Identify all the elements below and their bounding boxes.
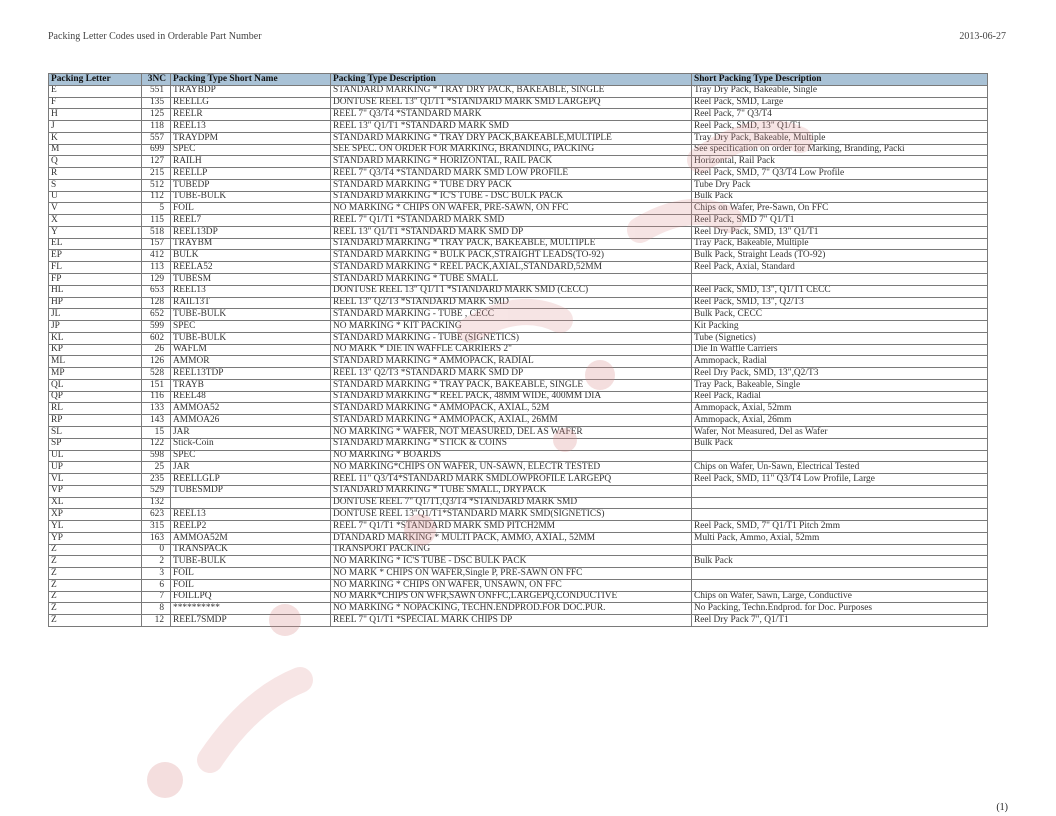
- table-row: [49, 462, 988, 474]
- short-description-cell: Die In Waffle Carriers: [692, 344, 988, 356]
- short-description-cell: Reel Pack, SMD 7" Q1/T1: [692, 215, 988, 227]
- short-description-cell: Reel Pack, SMD, 7" Q3/T4 Low Profile: [692, 168, 988, 180]
- 3nc-cell: 315: [142, 521, 171, 533]
- 3nc-cell: 652: [142, 309, 171, 321]
- description-cell: STANDARD MARKING * REEL PACK,AXIAL,STANDARD,52MM: [331, 262, 692, 274]
- short-name-cell: Stick-Coin: [171, 438, 331, 450]
- short-name-cell: **********: [171, 603, 331, 615]
- short-name-cell: TUBESMDP: [171, 485, 331, 497]
- packing-letter-cell: H: [49, 109, 142, 121]
- short-name-cell: REEL48: [171, 391, 331, 403]
- short-description-cell: [692, 579, 988, 591]
- short-description-cell: Reel Pack, SMD, 13", Q2/T3: [692, 297, 988, 309]
- 3nc-cell: 127: [142, 156, 171, 168]
- table-row: [49, 591, 988, 603]
- packing-letter-cell: E: [49, 85, 142, 97]
- short-description-cell: Reel Dry Pack, SMD, 13",Q2/T3: [692, 368, 988, 380]
- packing-letter-cell: Z: [49, 556, 142, 568]
- short-name-cell: AMMOR: [171, 356, 331, 368]
- short-description-cell: Bulk Pack: [692, 191, 988, 203]
- table-row: [49, 544, 988, 556]
- short-description-cell: Ammopack, Axial, 26mm: [692, 415, 988, 427]
- short-name-cell: REEL13DP: [171, 226, 331, 238]
- description-cell: DTANDARD MARKING * MULTI PACK, AMMO, AXIAL, 52MM: [331, 532, 692, 544]
- short-name-cell: REEL13: [171, 121, 331, 133]
- 3nc-cell: 602: [142, 332, 171, 344]
- column-header-packing-letter: Packing Letter: [49, 74, 142, 86]
- packing-letter-cell: UP: [49, 462, 142, 474]
- table-row: [49, 309, 988, 321]
- description-cell: NO MARKING * CHIPS ON WAFER, UNSAWN, ON FFC: [331, 579, 692, 591]
- packing-letter-cell: QL: [49, 379, 142, 391]
- 3nc-cell: 8: [142, 603, 171, 615]
- table-row: [49, 344, 988, 356]
- description-cell: NO MARKING * CHIPS ON WAFER, PRE-SAWN, ON FFC: [331, 203, 692, 215]
- table-row: [49, 403, 988, 415]
- short-description-cell: Reel Pack, SMD, 11" Q3/T4 Low Profile, Large: [692, 474, 988, 486]
- table-row: [49, 285, 988, 297]
- short-description-cell: Reel Pack, Radial: [692, 391, 988, 403]
- description-cell: STANDARD MARKING * REEL PACK, 48MM WIDE, 400MM DIA: [331, 391, 692, 403]
- table-row: [49, 474, 988, 486]
- table-row: [49, 121, 988, 133]
- 3nc-cell: 12: [142, 615, 171, 627]
- packing-letter-cell: S: [49, 179, 142, 191]
- packing-letter-cell: Q: [49, 156, 142, 168]
- short-description-cell: [692, 568, 988, 580]
- packing-letter-cell: U: [49, 191, 142, 203]
- table-row: [49, 415, 988, 427]
- 3nc-cell: 412: [142, 250, 171, 262]
- 3nc-cell: 116: [142, 391, 171, 403]
- description-cell: STANDARD MARKING * TRAY DRY PACK,BAKEABLE,MULTIPLE: [331, 132, 692, 144]
- short-description-cell: Ammopack, Radial: [692, 356, 988, 368]
- short-description-cell: Reel Pack, 7" Q3/T4: [692, 109, 988, 121]
- short-name-cell: TRAYBM: [171, 238, 331, 250]
- packing-letter-cell: J: [49, 121, 142, 133]
- description-cell: REEL 13" Q1/T1 *STANDARD MARK SMD DP: [331, 226, 692, 238]
- table-row: [49, 426, 988, 438]
- 3nc-cell: 113: [142, 262, 171, 274]
- short-description-cell: Tube (Signetics): [692, 332, 988, 344]
- packing-letter-cell: ML: [49, 356, 142, 368]
- description-cell: STANDARD MARKING * TRAY PACK, BAKEABLE, SINGLE: [331, 379, 692, 391]
- short-name-cell: REEL13: [171, 285, 331, 297]
- table-row: [49, 156, 988, 168]
- packing-letter-cell: XP: [49, 509, 142, 521]
- description-cell: DONTUSE REEL 7" Q1/T1,Q3/T4 *STANDARD MARK SMD: [331, 497, 692, 509]
- 3nc-cell: 557: [142, 132, 171, 144]
- short-description-cell: Bulk Pack: [692, 556, 988, 568]
- 3nc-cell: 528: [142, 368, 171, 380]
- document-date: 2013-06-27: [959, 31, 1006, 42]
- description-cell: REEL 7" Q1/T1 *STANDARD MARK SMD PITCH2MM: [331, 521, 692, 533]
- short-description-cell: Reel Dry Pack, SMD, 13" Q1/T1: [692, 226, 988, 238]
- table-row: [49, 226, 988, 238]
- packing-letter-cell: Z: [49, 591, 142, 603]
- short-name-cell: TRANSPACK: [171, 544, 331, 556]
- table-row: [49, 215, 988, 227]
- short-description-cell: Reel Pack, SMD, 13", Q1/T1 CECC: [692, 285, 988, 297]
- packing-letter-cell: Z: [49, 603, 142, 615]
- description-cell: DONTUSE REEL 13" Q1/T1 *STANDARD MARK SMD LARGEPQ: [331, 97, 692, 109]
- 3nc-cell: 143: [142, 415, 171, 427]
- packing-letter-cell: R: [49, 168, 142, 180]
- short-description-cell: Tray Pack, Bakeable, Multiple: [692, 238, 988, 250]
- short-name-cell: TUBE-BULK: [171, 556, 331, 568]
- packing-letter-cell: SL: [49, 426, 142, 438]
- 3nc-cell: 133: [142, 403, 171, 415]
- 3nc-cell: 699: [142, 144, 171, 156]
- 3nc-cell: 25: [142, 462, 171, 474]
- short-name-cell: REEL7SMDP: [171, 615, 331, 627]
- description-cell: STANDARD MARKING * BULK PACK,STRAIGHT LEADS(TO-92): [331, 250, 692, 262]
- short-name-cell: SPEC: [171, 144, 331, 156]
- packing-letter-cell: MP: [49, 368, 142, 380]
- description-cell: STANDARD MARKING - TUBE (SIGNETICS): [331, 332, 692, 344]
- packing-letter-cell: YL: [49, 521, 142, 533]
- description-cell: STANDARD MARKING * TRAY DRY PACK, BAKEABLE, SINGLE: [331, 85, 692, 97]
- short-name-cell: TUBE-BULK: [171, 309, 331, 321]
- packing-letter-cell: FP: [49, 274, 142, 286]
- table-row: [49, 109, 988, 121]
- short-name-cell: BULK: [171, 250, 331, 262]
- short-name-cell: RAIL13T: [171, 297, 331, 309]
- short-description-cell: [692, 450, 988, 462]
- table-row: [49, 509, 988, 521]
- description-cell: STANDARD MARKING * TRAY PACK, BAKEABLE, MULTIPLE: [331, 238, 692, 250]
- description-cell: REEL 13" Q2/T3 *STANDARD MARK SMD DP: [331, 368, 692, 380]
- table-row: [49, 262, 988, 274]
- description-cell: NO MARKING*CHIPS ON WAFER, UN-SAWN, ELECTR TESTED: [331, 462, 692, 474]
- packing-letter-cell: Z: [49, 579, 142, 591]
- description-cell: NO MARKING * WAFER, NOT MEASURED, DEL AS WAFER: [331, 426, 692, 438]
- short-description-cell: [692, 544, 988, 556]
- table-row: [49, 556, 988, 568]
- short-description-cell: Tube Dry Pack: [692, 179, 988, 191]
- short-description-cell: Reel Pack, SMD, 13" Q1/T1: [692, 121, 988, 133]
- description-cell: STANDARD MARKING * HORIZONTAL, RAIL PACK: [331, 156, 692, 168]
- short-name-cell: FOIL: [171, 203, 331, 215]
- 3nc-cell: 3: [142, 568, 171, 580]
- short-name-cell: REELLP: [171, 168, 331, 180]
- table-row: [49, 379, 988, 391]
- 3nc-cell: 128: [142, 297, 171, 309]
- packing-letter-cell: HL: [49, 285, 142, 297]
- short-description-cell: Bulk Pack, CECC: [692, 309, 988, 321]
- table-row: [49, 321, 988, 333]
- 3nc-cell: 653: [142, 285, 171, 297]
- description-cell: REEL 7" Q3/T4 *STANDARD MARK SMD LOW PROFILE: [331, 168, 692, 180]
- description-cell: NO MARKING * KIT PACKING: [331, 321, 692, 333]
- short-name-cell: [171, 497, 331, 509]
- packing-letter-cell: RL: [49, 403, 142, 415]
- table-row: [49, 332, 988, 344]
- description-cell: STANDARD MARKING - TUBE , CECC: [331, 309, 692, 321]
- packing-letter-cell: EL: [49, 238, 142, 250]
- description-cell: STANDARD MARKING * IC'S TUBE - DSC BULK PACK: [331, 191, 692, 203]
- description-cell: NO MARK*CHIPS ON WFR,SAWN ONFFC,LARGEPQ,CONDUCTIVE: [331, 591, 692, 603]
- 3nc-cell: 215: [142, 168, 171, 180]
- table-row: [49, 250, 988, 262]
- short-description-cell: See specification on order for Marking, Branding, Packi: [692, 144, 988, 156]
- short-name-cell: REELP2: [171, 521, 331, 533]
- description-cell: NO MARK * CHIPS ON WAFER,Single P, PRE-SAWN ON FFC: [331, 568, 692, 580]
- short-name-cell: REEL13TDP: [171, 368, 331, 380]
- short-name-cell: REEL13: [171, 509, 331, 521]
- short-description-cell: Reel Pack, SMD, Large: [692, 97, 988, 109]
- 3nc-cell: 129: [142, 274, 171, 286]
- packing-letter-cell: KL: [49, 332, 142, 344]
- short-name-cell: REELR: [171, 109, 331, 121]
- short-name-cell: AMMOA52M: [171, 532, 331, 544]
- table-row: [49, 579, 988, 591]
- table-row: [49, 450, 988, 462]
- description-cell: STANDARD MARKING * AMMOPACK, AXIAL, 52M: [331, 403, 692, 415]
- short-description-cell: Wafer, Not Measured, Del as Wafer: [692, 426, 988, 438]
- 3nc-cell: 132: [142, 497, 171, 509]
- table-row: [49, 497, 988, 509]
- table-row: [49, 521, 988, 533]
- 3nc-cell: 599: [142, 321, 171, 333]
- 3nc-cell: 125: [142, 109, 171, 121]
- short-name-cell: REEL7: [171, 215, 331, 227]
- short-name-cell: JAR: [171, 426, 331, 438]
- 3nc-cell: 135: [142, 97, 171, 109]
- packing-letter-cell: Z: [49, 568, 142, 580]
- packing-letter-cell: XL: [49, 497, 142, 509]
- table-row: [49, 274, 988, 286]
- description-cell: TRANSPORT PACKING: [331, 544, 692, 556]
- table-row: [49, 203, 988, 215]
- short-name-cell: FOILLPQ: [171, 591, 331, 603]
- short-description-cell: Chips on Wafer, Un-Sawn, Electrical Tested: [692, 462, 988, 474]
- 3nc-cell: 512: [142, 179, 171, 191]
- short-description-cell: Bulk Pack: [692, 438, 988, 450]
- table-row: [49, 485, 988, 497]
- description-cell: REEL 7" Q1/T1 *SPECIAL MARK CHIPS DP: [331, 615, 692, 627]
- packing-letter-cell: RP: [49, 415, 142, 427]
- table-row: [49, 97, 988, 109]
- short-description-cell: [692, 509, 988, 521]
- description-cell: STANDARD MARKING * TUBE DRY PACK: [331, 179, 692, 191]
- short-name-cell: REELLG: [171, 97, 331, 109]
- short-description-cell: Reel Pack, SMD, 7" Q1/T1 Pitch 2mm: [692, 521, 988, 533]
- description-cell: NO MARKING * NOPACKING, TECHN.ENDPROD.FOR DOC.PUR.: [331, 603, 692, 615]
- short-name-cell: WAFLM: [171, 344, 331, 356]
- short-description-cell: Reel Pack, Axial, Standard: [692, 262, 988, 274]
- short-description-cell: Ammopack, Axial, 52mm: [692, 403, 988, 415]
- description-cell: REEL 7" Q3/T4 *STANDARD MARK: [331, 109, 692, 121]
- 3nc-cell: 7: [142, 591, 171, 603]
- table-row: [49, 168, 988, 180]
- column-header-short-name: Packing Type Short Name: [171, 74, 331, 86]
- packing-letter-cell: X: [49, 215, 142, 227]
- 3nc-cell: 5: [142, 203, 171, 215]
- description-cell: REEL 13" Q2/T3 *STANDARD MARK SMD: [331, 297, 692, 309]
- description-cell: STANDARD MARKING * AMMOPACK, RADIAL: [331, 356, 692, 368]
- packing-letter-cell: V: [49, 203, 142, 215]
- description-cell: SEE SPEC. ON ORDER FOR MARKING, BRANDING, PACKING: [331, 144, 692, 156]
- short-name-cell: RAILH: [171, 156, 331, 168]
- table-row: [49, 532, 988, 544]
- packing-letter-cell: KP: [49, 344, 142, 356]
- document-title: Packing Letter Codes used in Orderable Part Number: [48, 31, 262, 42]
- table-row: [49, 144, 988, 156]
- short-name-cell: TRAYB: [171, 379, 331, 391]
- description-cell: REEL 11" Q3/T4*STANDARD MARK SMDLOWPROFILE LARGEPQ: [331, 474, 692, 486]
- short-name-cell: SPEC: [171, 450, 331, 462]
- short-name-cell: REELA52: [171, 262, 331, 274]
- table-row: [49, 568, 988, 580]
- short-description-cell: Bulk Pack, Straight Leads (TO-92): [692, 250, 988, 262]
- short-description-cell: Reel Dry Pack 7", Q1/T1: [692, 615, 988, 627]
- 3nc-cell: 598: [142, 450, 171, 462]
- packing-letter-cell: Y: [49, 226, 142, 238]
- short-description-cell: [692, 485, 988, 497]
- description-cell: NO MARK * DIE IN WAFFLE CARRIERS 2": [331, 344, 692, 356]
- column-header-3nc: 3NC: [142, 74, 171, 86]
- table-row: [49, 238, 988, 250]
- 3nc-cell: 118: [142, 121, 171, 133]
- packing-letter-cell: EP: [49, 250, 142, 262]
- table-header-row: [49, 74, 988, 86]
- short-description-cell: Multi Pack, Ammo, Axial, 52mm: [692, 532, 988, 544]
- table-row: [49, 603, 988, 615]
- short-description-cell: Tray Pack, Bakeable, Single: [692, 379, 988, 391]
- short-description-cell: Tray Dry Pack, Bakeable, Single: [692, 85, 988, 97]
- packing-letter-cell: FL: [49, 262, 142, 274]
- short-name-cell: TUBE-BULK: [171, 332, 331, 344]
- column-header-description: Packing Type Description: [331, 74, 692, 86]
- table-row: [49, 356, 988, 368]
- short-description-cell: [692, 497, 988, 509]
- packing-letter-cell: YP: [49, 532, 142, 544]
- short-name-cell: TRAYBDP: [171, 85, 331, 97]
- description-cell: REEL 7" Q1/T1 *STANDARD MARK SMD: [331, 215, 692, 227]
- packing-letter-cell: UL: [49, 450, 142, 462]
- short-description-cell: Chips on Wafer, Sawn, Large, Conductive: [692, 591, 988, 603]
- packing-letter-cell: K: [49, 132, 142, 144]
- short-description-cell: Kit Packing: [692, 321, 988, 333]
- table-row: [49, 85, 988, 97]
- page-number: (1): [996, 802, 1008, 813]
- short-name-cell: FOIL: [171, 579, 331, 591]
- 3nc-cell: 112: [142, 191, 171, 203]
- description-cell: DONTUSE REEL 13" Q1/T1 *STANDARD MARK SMD (CECC): [331, 285, 692, 297]
- 3nc-cell: 151: [142, 379, 171, 391]
- description-cell: STANDARD MARKING * AMMOPACK, AXIAL, 26MM: [331, 415, 692, 427]
- packing-letter-cell: VL: [49, 474, 142, 486]
- table-row: [49, 391, 988, 403]
- packing-letter-cell: M: [49, 144, 142, 156]
- table-row: [49, 191, 988, 203]
- 3nc-cell: 122: [142, 438, 171, 450]
- 3nc-cell: 157: [142, 238, 171, 250]
- description-cell: NO MARKING * BOARDS: [331, 450, 692, 462]
- short-description-cell: No Packing, Techn.Endprod. for Doc. Purposes: [692, 603, 988, 615]
- 3nc-cell: 126: [142, 356, 171, 368]
- short-name-cell: REELLGLP: [171, 474, 331, 486]
- packing-letter-cell: JL: [49, 309, 142, 321]
- short-name-cell: FOIL: [171, 568, 331, 580]
- short-description-cell: Horizontal, Rail Pack: [692, 156, 988, 168]
- description-cell: STANDARD MARKING * TUBE SMALL, DRYPACK: [331, 485, 692, 497]
- short-name-cell: TUBE-BULK: [171, 191, 331, 203]
- short-name-cell: TUBESM: [171, 274, 331, 286]
- short-name-cell: AMMOA26: [171, 415, 331, 427]
- 3nc-cell: 235: [142, 474, 171, 486]
- packing-letter-cell: VP: [49, 485, 142, 497]
- 3nc-cell: 0: [142, 544, 171, 556]
- column-header-short-description: Short Packing Type Description: [692, 74, 988, 86]
- description-cell: STANDARD MARKING * STICK & COINS: [331, 438, 692, 450]
- short-name-cell: TRAYDPM: [171, 132, 331, 144]
- description-cell: NO MARKING * IC'S TUBE - DSC BULK PACK: [331, 556, 692, 568]
- table-row: [49, 297, 988, 309]
- 3nc-cell: 115: [142, 215, 171, 227]
- 3nc-cell: 2: [142, 556, 171, 568]
- packing-letter-cell: Z: [49, 615, 142, 627]
- 3nc-cell: 623: [142, 509, 171, 521]
- description-cell: DONTUSE REEL 13"Q1/T1*STANDARD MARK SMD(SIGNETICS): [331, 509, 692, 521]
- packing-letter-cell: F: [49, 97, 142, 109]
- short-description-cell: [692, 274, 988, 286]
- short-name-cell: TUBEDP: [171, 179, 331, 191]
- 3nc-cell: 26: [142, 344, 171, 356]
- 3nc-cell: 518: [142, 226, 171, 238]
- description-cell: REEL 13" Q1/T1 *STANDARD MARK SMD: [331, 121, 692, 133]
- table-row: [49, 438, 988, 450]
- short-name-cell: AMMOA52: [171, 403, 331, 415]
- short-description-cell: Tray Dry Pack, Bakeable, Multiple: [692, 132, 988, 144]
- short-description-cell: Chips on Wafer, Pre-Sawn, On FFC: [692, 203, 988, 215]
- 3nc-cell: 529: [142, 485, 171, 497]
- 3nc-cell: 6: [142, 579, 171, 591]
- packing-letter-cell: Z: [49, 544, 142, 556]
- short-name-cell: SPEC: [171, 321, 331, 333]
- 3nc-cell: 551: [142, 85, 171, 97]
- packing-codes-table: [48, 73, 988, 627]
- packing-letter-cell: SP: [49, 438, 142, 450]
- table-row: [49, 179, 988, 191]
- short-name-cell: JAR: [171, 462, 331, 474]
- description-cell: STANDARD MARKING * TUBE SMALL: [331, 274, 692, 286]
- packing-letter-cell: QP: [49, 391, 142, 403]
- 3nc-cell: 163: [142, 532, 171, 544]
- packing-letter-cell: HP: [49, 297, 142, 309]
- packing-letter-cell: JP: [49, 321, 142, 333]
- table-row: [49, 368, 988, 380]
- table-row: [49, 132, 988, 144]
- table-row: [49, 615, 988, 627]
- 3nc-cell: 15: [142, 426, 171, 438]
